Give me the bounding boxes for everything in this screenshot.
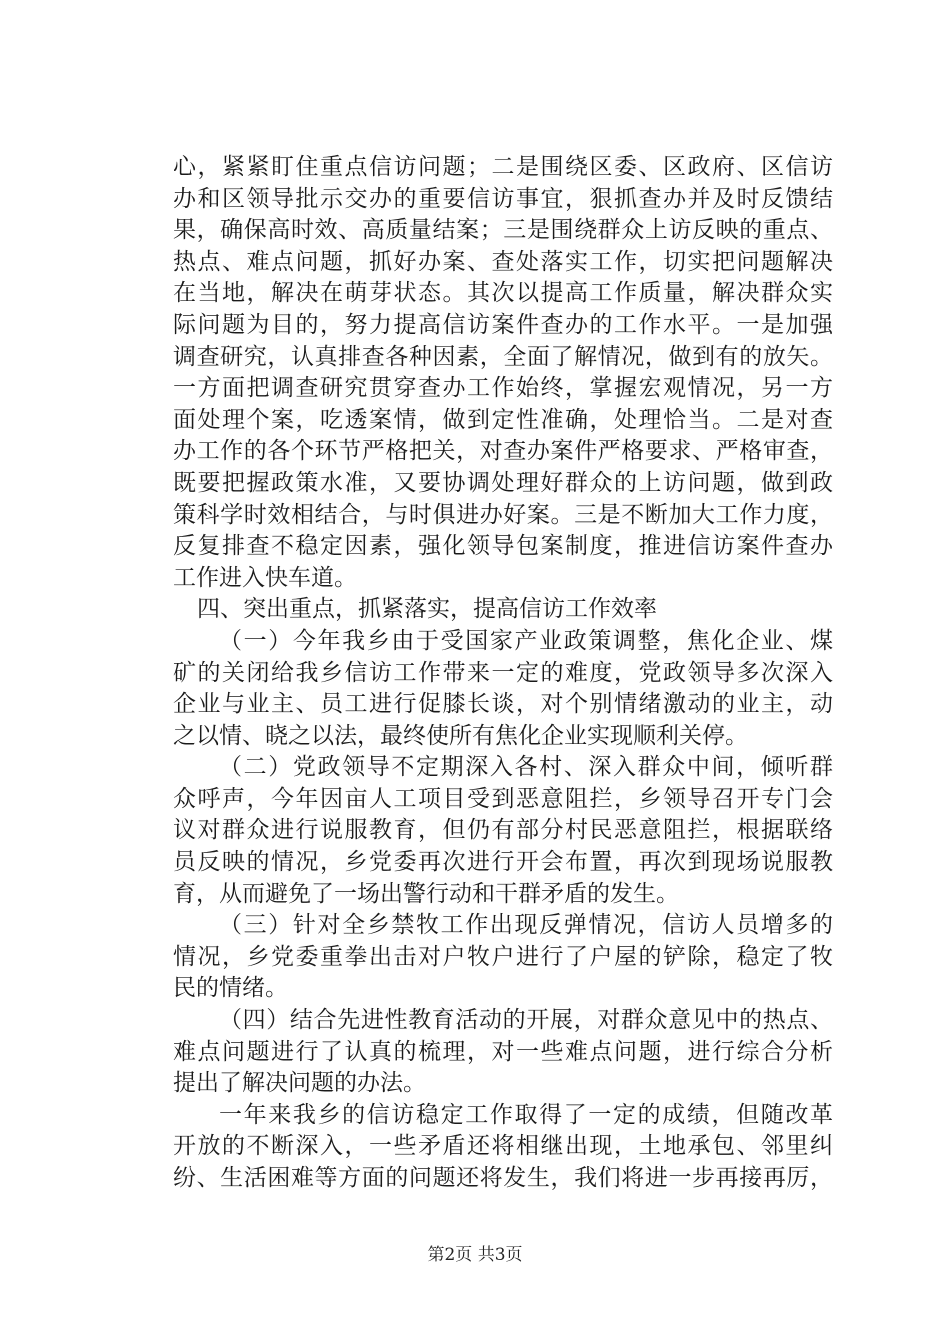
text-line: （一）今年我乡由于受国家产业政策调整，焦化企业、煤 xyxy=(219,627,833,654)
text-line: 际问题为目的，努力提高信访案件查办的工作水平。一是加强 xyxy=(173,311,833,338)
text-line: 办工作的各个环节严格把关，对查办案件严格要求、严格审查， xyxy=(173,438,833,465)
text-line: 难点问题进行了认真的梳理，对一些难点问题，进行综合分析 xyxy=(173,1038,833,1065)
text-line: 果，确保高时效、高质量结案；三是围绕群众上访反映的重点、 xyxy=(173,217,833,244)
text-line: （二）党政领导不定期深入各村、深入群众中间，倾听群 xyxy=(219,754,833,781)
text-line: 之以情、晓之以法，最终使所有焦化企业实现顺利关停。 xyxy=(173,722,748,749)
text-line: 开放的不断深入，一些矛盾还将相继出现，土地承包、邻里纠 xyxy=(173,1133,833,1160)
text-line: 心，紧紧盯住重点信访问题；二是围绕区委、区政府、区信访 xyxy=(173,154,833,180)
text-line: 民的情绪。 xyxy=(173,975,288,1002)
text-line: （四）结合先进性教育活动的开展，对群众意见中的热点、 xyxy=(219,1007,833,1034)
text-line: 矿的关闭给我乡信访工作带来一定的难度，党政领导多次深入 xyxy=(173,659,833,686)
page-number-footer: 第2页 共3页 xyxy=(427,1245,523,1265)
text-line: 育，从而避免了一场出警行动和干群矛盾的发生。 xyxy=(173,880,679,907)
text-line: 在当地，解决在萌芽状态。其次以提高工作质量，解决群众实 xyxy=(173,280,833,307)
text-line: 企业与业主、员工进行促膝长谈，对个别情绪激动的业主，动 xyxy=(173,691,833,718)
text-line: 一年来我乡的信访稳定工作取得了一定的成绩，但随改革 xyxy=(219,1101,833,1128)
text-line: 议对群众进行说服教育，但仍有部分村民恶意阻拦，根据联络 xyxy=(173,817,833,844)
text-line: 热点、难点问题，抓好办案、查处落实工作，切实把问题解决 xyxy=(173,248,833,275)
text-line: 既要把握政策水准，又要协调处理好群众的上访问题，做到政 xyxy=(173,469,833,496)
section-heading: 四、突出重点，抓紧落实，提高信访工作效率 xyxy=(197,596,657,623)
text-line: 一方面把调查研究贯穿查办工作始终，掌握宏观情况，另一方 xyxy=(173,375,833,402)
text-line: 面处理个案，吃透案情，做到定性准确，处理恰当。二是对查 xyxy=(173,406,833,433)
text-line: 众呼声，今年因亩人工项目受到恶意阻拦，乡领导召开专门会 xyxy=(173,785,833,812)
text-line: （三）针对全乡禁牧工作出现反弹情况，信访人员增多的 xyxy=(219,912,833,939)
text-line: 情况，乡党委重拳出击对户牧户进行了户屋的铲除，稳定了牧 xyxy=(173,943,833,970)
document-body xyxy=(173,152,833,1195)
text-line: 办和区领导批示交办的重要信访事宜，狠抓查办并及时反馈结 xyxy=(173,185,833,212)
text-line: 策科学时效相结合，与时俱进办好案。三是不断加大工作力度， xyxy=(173,501,833,528)
text-line: 提出了解决问题的办法。 xyxy=(173,1070,426,1097)
text-line: 员反映的情况，乡党委再次进行开会布置，再次到现场说服教 xyxy=(173,849,833,876)
text-line: 反复排查不稳定因素，强化领导包案制度，推进信访案件查办 xyxy=(173,533,833,560)
text-line: 调查研究，认真排查各种因素，全面了解情况，做到有的放矢。 xyxy=(173,343,833,370)
text-line: 工作进入快车道。 xyxy=(173,564,357,591)
text-line: 纷、生活困难等方面的问题还将发生，我们将进一步再接再厉， xyxy=(173,1165,833,1191)
